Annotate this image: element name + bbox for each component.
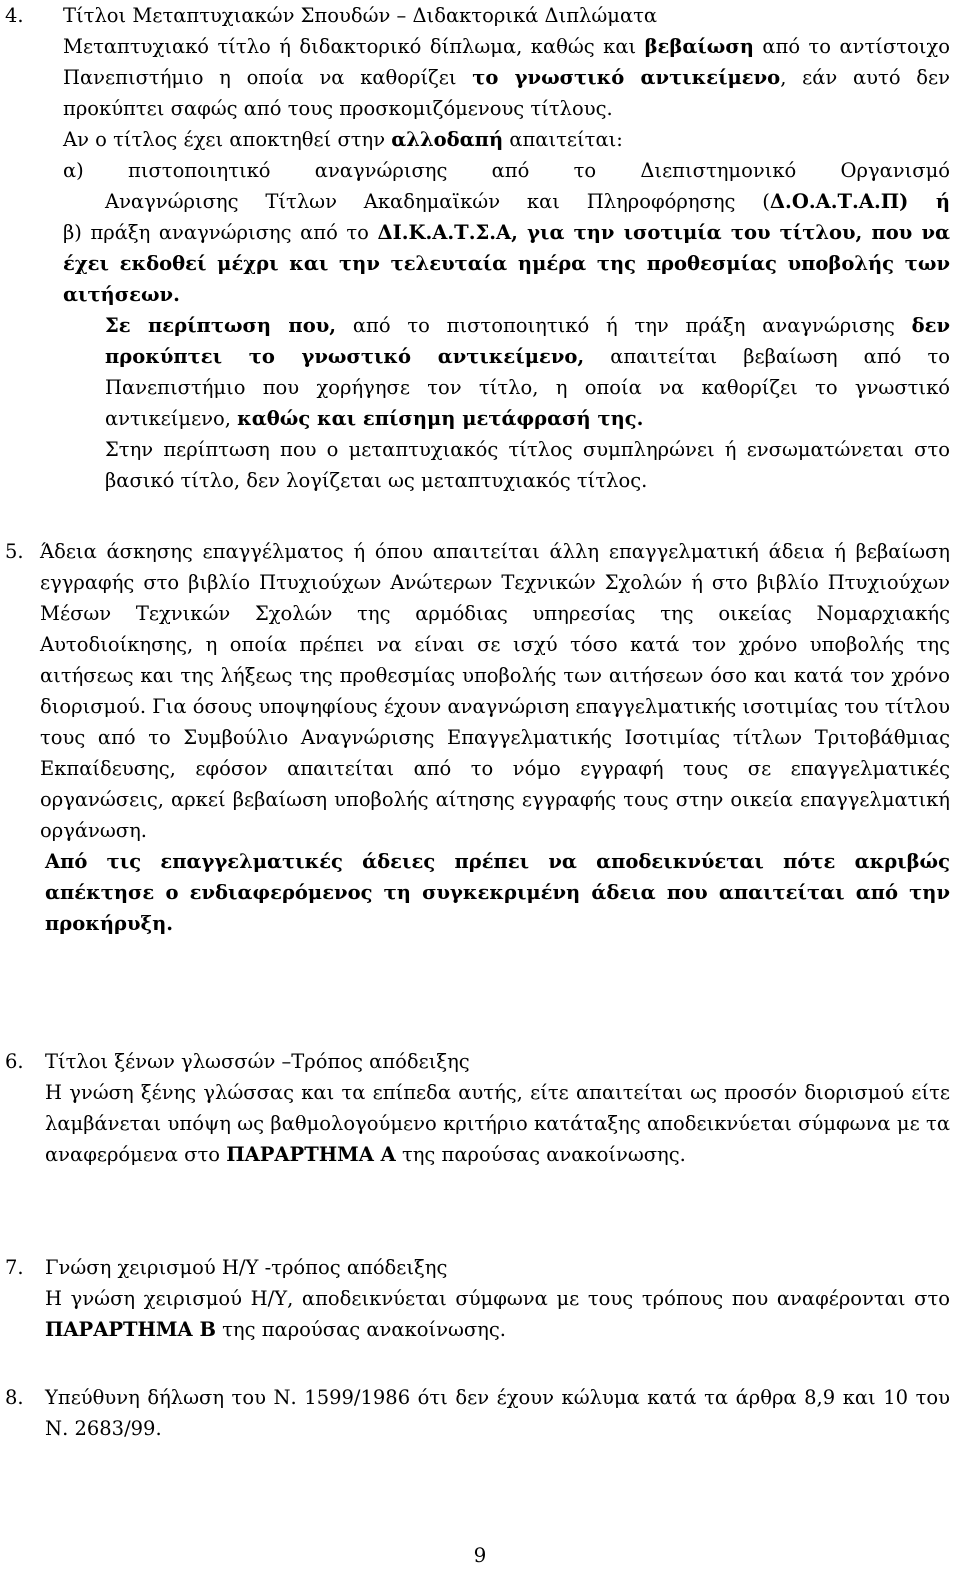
text-run: από το πιστοποιητικό ή την πράξη αναγνώρισης	[336, 314, 912, 337]
text-run-bold: καθώς και επίσημη μετάφρασή της.	[237, 407, 644, 430]
section-4-number: 4.	[5, 4, 24, 27]
text-run: Μεταπτυχιακό τίτλο ή διδακτορικό δίπλωμα, καθώς και	[63, 35, 645, 58]
section-4-paragraph-1	[63, 31, 950, 124]
text-run: της παρούσας ανακοίνωσης.	[215, 1318, 506, 1341]
text-run: της παρούσας ανακοίνωσης.	[395, 1143, 686, 1166]
text-run: , εάν αυτό δεν προκύπτει σαφώς από τους προσκομιζόμενους τίτλους.	[63, 66, 950, 120]
section-6-title: Τίτλοι ξένων γλωσσών –Τρόπος απόδειξης	[45, 1050, 470, 1073]
option-a-line-2	[63, 186, 950, 217]
text-run: Η γνώση χειρισμού Η/Υ, αποδεικνύεται σύμφωνα με τους τρόπους που αναφέρονται στο	[45, 1287, 950, 1310]
text-run-bold: δεν προκύπτει το γνωστικό αντικείμενο,	[105, 314, 951, 368]
text-run: β) πράξη αναγνώρισης από το	[63, 221, 378, 244]
section-4-paragraph-4: Στην περίπτωση που ο μεταπτυχιακός τίτλος συμπληρώνει ή ενσωματώνεται στο βασικό τίτλο, δεν λογίζεται ως μεταπτυχιακός τίτλος.	[105, 438, 950, 492]
section-7-body	[45, 1252, 950, 1345]
text-run: απαιτείται:	[503, 128, 623, 151]
text-run-bold: Από τις επαγγελματικές άδειες πρέπει να αποδεικνύεται πότε ακριβώς απέκτησε ο ενδιαφερόμενος τη συγκεκριμένη άδεια που απαιτείται από την προκήρυξη.	[45, 850, 950, 935]
text-run-bold: ΠΑΡΑΡΤΗΜΑ Β	[45, 1318, 216, 1341]
section-7-number: 7.	[5, 1256, 24, 1279]
text-run: Αναγνώρισης Τίτλων Ακαδημαϊκών και Πληροφόρησης (	[105, 190, 770, 213]
section-7-paragraph-1	[45, 1283, 950, 1345]
option-a-line-1: α) πιστοποιητικό αναγνώρισης από το Διεπιστημονικό Οργανισμό	[63, 159, 950, 182]
text-run-bold: Δ.Ο.Α.Τ.Α.Π) ή	[769, 190, 951, 213]
section-5-paragraph-2	[40, 846, 950, 939]
text-run-bold: ΔΙ.Κ.Α.Τ.Σ.Α, για την ισοτιμία του τίτλου, που να έχει εκδοθεί μέχρι και την τελευταία ημέρα της προθεσμίας υποβολής των αιτήσεων.	[63, 221, 951, 306]
section-4-title: Τίτλοι Μεταπτυχιακών Σπουδών – Διδακτορικά Διπλώματα	[63, 4, 658, 27]
text-run-bold: το γνωστικό αντικείμενο	[472, 66, 781, 89]
section-8-body	[45, 1382, 950, 1444]
text-run: απαιτείται βεβαίωση από το Πανεπιστήμιο που χορήγησε τον τίτλο, η οποία να καθορίζει το γνωστικό αντικείμενο,	[105, 345, 951, 430]
text-run-bold: βεβαίωση	[644, 35, 754, 58]
section-4-body	[63, 0, 950, 496]
section-4-paragraph-3	[63, 310, 950, 434]
section-5-number: 5.	[5, 540, 24, 563]
text-run: από το αντίστοιχο Πανεπιστήμιο η οποία να καθορίζει	[63, 35, 950, 89]
text-run: Αν ο τίτλος έχει αποκτηθεί στην	[63, 128, 392, 151]
section-6-body	[45, 1046, 950, 1170]
text-run-bold: ΠΑΡΑΡΤΗΜΑ Α	[226, 1143, 396, 1166]
section-8-paragraph-1: Υπεύθυνη δήλωση του Ν. 1599/1986 ότι δεν έχουν κώλυμα κατά τα άρθρα 8,9 και 10 του Ν. 2683/99.	[45, 1386, 950, 1440]
section-6-paragraph-1	[45, 1077, 950, 1170]
page-number: 9	[473, 1543, 487, 1567]
section-5-body	[40, 536, 950, 939]
text-run: Η γνώση ξένης γλώσσας και τα επίπεδα αυτής, είτε απαιτείται ως προσόν διορισμού είτε λαμβάνεται υπόψη ως βαθμολογούμενο κριτήριο κατάταξης αποδεικνύεται σύμφωνα με τα αναφερόμενα στο	[45, 1081, 950, 1166]
section-5-paragraph-1: Άδεια άσκησης επαγγέλματος ή όπου απαιτείται άλλη επαγγελματική άδεια ή βεβαίωση εγγραφής στο βιβλίο Πτυχιούχων Ανώτερων Τεχνικών Σχολών ή στο βιβλίο Πτυχιούχων Μέσων Τεχνικών Σχολών της αρμόδιας υπηρεσίας της οικείας Νομαρχιακής Αυτοδιοίκησης, η οποία πρέπει να είναι σε ισχύ τόσο κατά τον χρόνο υποβολής της αιτήσεως και της λήξεως της προθεσμίας υποβολής των αιτήσεων όσο και κατά τον χρόνο διορισμού. Για όσους υποψηφίους έχουν αναγνώριση επαγγελματικής ισοτιμίας του τίτλου τους από το Συμβούλιο Αναγνώρισης Επαγγελματικής Ισοτιμίας τίτλων Τριτοβάθμιας Εκπαίδευσης, εφόσον απαιτείται από το νόμο εγγραφή τους σε επαγγελματικές οργανώσεις, αρκεί βεβαίωση υποβολής αίτησης εγγραφής τους στην οικεία επαγγελματική οργάνωση.	[40, 540, 950, 842]
text-run-bold: Σε περίπτωση που,	[105, 314, 337, 337]
option-b	[63, 217, 950, 310]
text-run-bold: αλλοδαπή	[391, 128, 504, 151]
section-7-title: Γνώση χειρισμού Η/Υ -τρόπος απόδειξης	[45, 1256, 448, 1279]
section-6-number: 6.	[5, 1050, 24, 1073]
section-4-paragraph-2	[63, 124, 950, 155]
section-8-number: 8.	[5, 1386, 24, 1409]
